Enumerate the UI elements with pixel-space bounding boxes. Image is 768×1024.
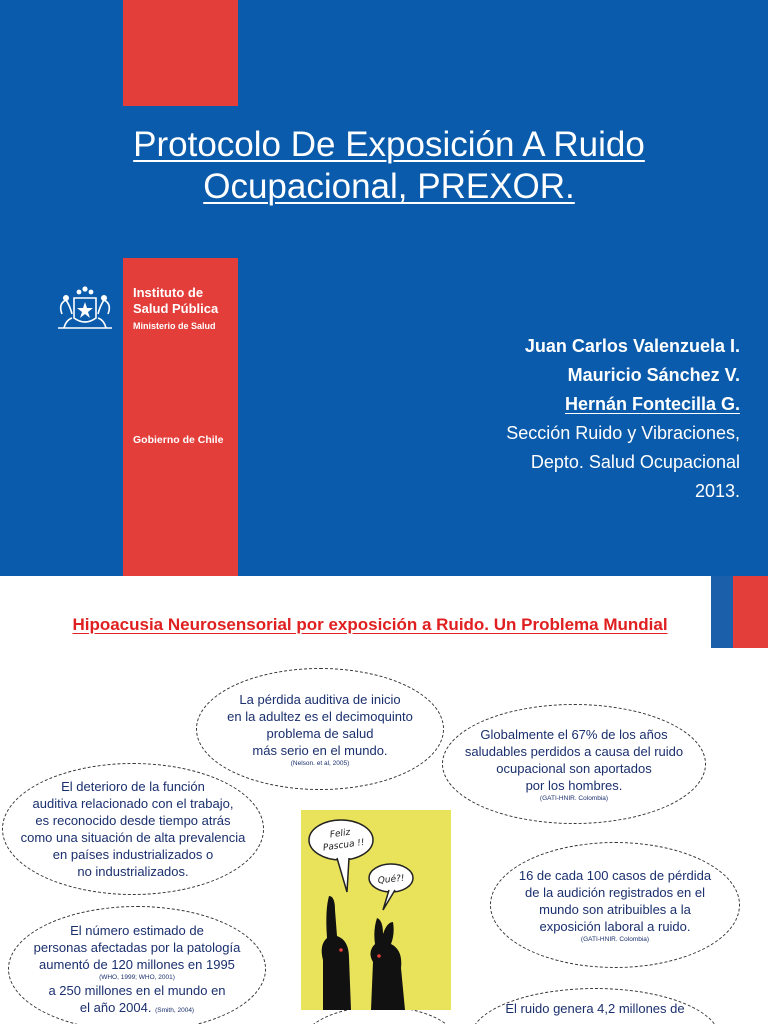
bubble-text: La pérdida auditiva de inicio en la adultez es el decimoquinto problema de salud más serio en el mundo. [227, 691, 413, 758]
fact-bubble-work-related-deterioration [2, 763, 264, 895]
institution-name-line-1: Instituto de [133, 285, 204, 300]
bubble-text: El ruido genera 4,2 millones de [505, 1000, 685, 1016]
title-line-1: Protocolo De Exposición A Ruido [133, 125, 645, 164]
bubble-citation-2: (Smith, 2004) [155, 1007, 195, 1014]
easter-bunny-cartoon [301, 810, 451, 1010]
fact-bubble-16-of-100-cases [490, 842, 740, 968]
presentation-title [40, 124, 738, 208]
bubble-text: 16 de cada 100 casos de pérdida de la audición registrados en el mundo son atribuibles a la exposición laboral a ruido. [518, 867, 712, 934]
author-1: Juan Carlos Valenzuela I. [524, 336, 740, 356]
bubble-citation: (GATI-HNIR. Colombia) [580, 935, 650, 943]
authors-block [506, 332, 740, 506]
bubble-citation: (WHO, 1999; WHO, 2001) [99, 974, 175, 981]
bubble-text-2: a 250 millones en el mundo en el año 2004. [48, 983, 226, 1015]
affiliation-line-2: Depto. Salud Ocupacional [530, 452, 740, 472]
title-line-2: Ocupacional, PREXOR. [203, 167, 575, 206]
fact-bubble-affected-people [8, 906, 266, 1024]
bubble-citation: (Nelson. et al, 2005) [290, 759, 350, 767]
fact-bubble-noise-millions [470, 988, 720, 1024]
bubble-text: El deterioro de la función auditiva relacionado con el trabajo, es reconocido desde tiempo atrás como una situación de alta prevalencia en países industrializados o no industrializados. [20, 779, 246, 879]
svg-text:Qué?!: Qué?! [377, 873, 406, 887]
red-accent-bar [123, 0, 238, 106]
author-2: Mauricio Sánchez V. [567, 365, 740, 385]
bubble-text: Globalmente el 67% de los años saludables perdidos a causa del ruido ocupacional son aportados por los hombres. [464, 726, 684, 793]
slide-heading: Hipoacusia Neurosensorial por exposición a Ruido. Un Problema Mundial [72, 615, 668, 634]
fact-bubble-men-67-percent [442, 704, 706, 824]
ministry-name: Ministerio de Salud [133, 321, 216, 331]
author-3: Hernán Fontecilla G. [564, 394, 740, 414]
svg-text:Feliz: Feliz [329, 827, 351, 841]
affiliation-year: 2013. [694, 481, 740, 501]
bubble-text-continued [48, 982, 225, 1016]
blue-accent-bar [711, 576, 733, 648]
coat-of-arms-icon [52, 284, 118, 336]
content-slide [0, 576, 768, 1024]
red-accent-bar [733, 576, 768, 648]
institution-name-line-2: Salud Pública [133, 301, 219, 316]
svg-text:Pascua !!: Pascua !! [322, 837, 366, 854]
bubble-text: El número estimado de personas afectadas por la patología aumentó de 120 millones en 1995 [33, 923, 241, 972]
government-name: Gobierno de Chile [133, 434, 224, 446]
fact-bubble-adult-hearing-loss [196, 668, 444, 790]
bubble-citation: (GATI-HNIR. Colombia) [539, 794, 609, 802]
affiliation-line-1: Sección Ruido y Vibraciones, [506, 423, 740, 443]
